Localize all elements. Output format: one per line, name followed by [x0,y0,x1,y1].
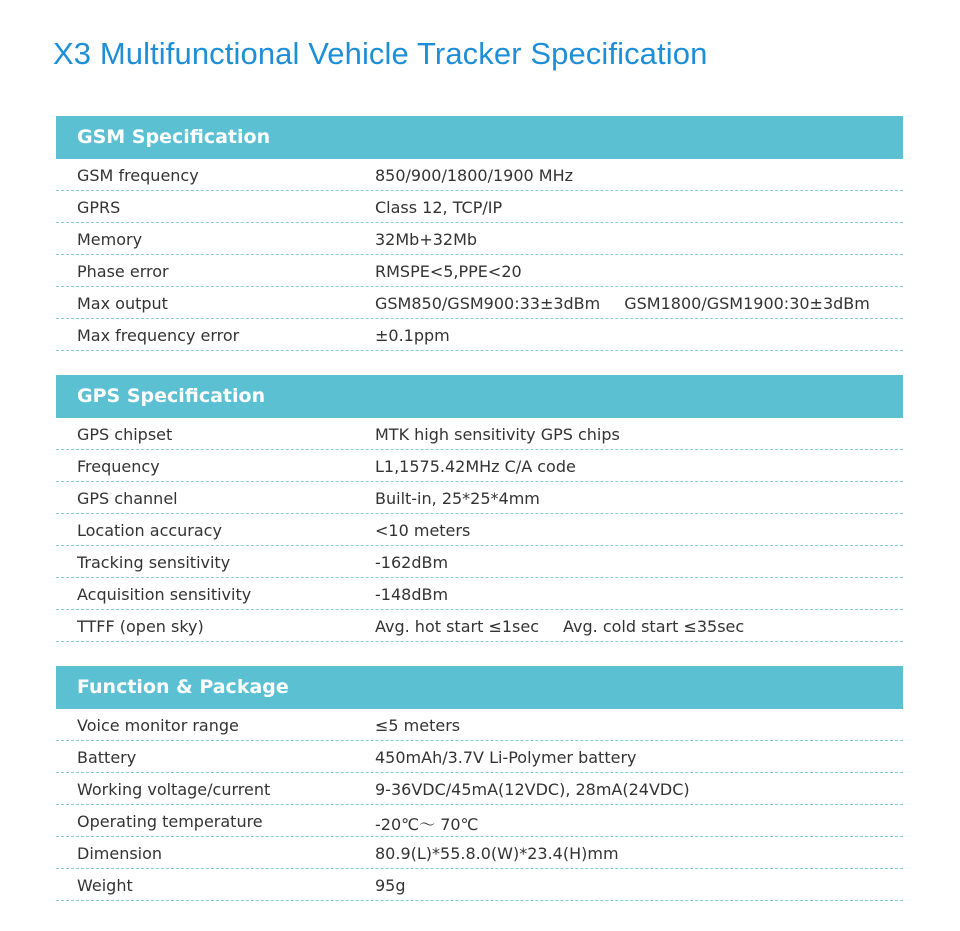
spec-value: 850/900/1800/1900 MHz [375,166,574,185]
spec-label: GPS chipset [77,425,173,444]
spec-label: GPRS [77,198,121,217]
spec-value: RMSPE<5,PPE<20 [375,262,522,281]
spec-row [56,319,903,351]
spec-row [56,773,903,805]
spec-value: 32Mb+32Mb [375,230,478,249]
spec-row [56,805,903,837]
spec-value-part: Avg. hot start ≤1sec [375,617,540,636]
spec-label: Max frequency error [77,326,240,345]
section-header: Function & Package [56,666,903,709]
function-package-section [56,666,903,901]
spec-value: ±0.1ppm [375,326,450,345]
spec-value: Class 12, TCP/IP [375,198,503,217]
spec-label: Memory [77,230,143,249]
spec-value: MTK high sensitivity GPS chips [375,425,620,444]
gsm-specification-section [56,116,903,351]
spec-row [56,418,903,450]
spec-row [56,191,903,223]
spec-label: Weight [77,876,133,895]
spec-row [56,869,903,901]
spec-row [56,514,903,546]
page-title: X3 Multifunctional Vehicle Tracker Specification [53,36,708,71]
spec-value-part: GSM850/GSM900:33±3dBm [375,294,601,313]
spec-value: 450mAh/3.7V Li-Polymer battery [375,748,637,767]
spec-row [56,159,903,191]
spec-row [56,837,903,869]
spec-value: <10 meters [375,521,471,540]
spec-label: Tracking sensitivity [77,553,231,572]
spec-value [375,617,744,636]
gps-specification-section [56,375,903,642]
spec-row [56,741,903,773]
spec-label: Location accuracy [77,521,222,540]
spec-label: GSM frequency [77,166,199,185]
spec-value-secondary: Avg. cold start ≤35sec [563,617,745,636]
spec-value: L1,1575.42MHz C/A code [375,457,576,476]
spec-value: -162dBm [375,553,449,572]
spec-label: Battery [77,748,137,767]
spec-value: Built-in, 25*25*4mm [375,489,540,508]
spec-value: -20℃～ 70℃ [375,815,479,834]
section-header: GSM Specification [56,116,903,159]
spec-value [375,294,870,313]
spec-row [56,287,903,319]
spec-label: Max output [77,294,168,313]
spec-value: ≤5 meters [375,716,461,735]
spec-row [56,223,903,255]
spec-label: Acquisition sensitivity [77,585,252,604]
spec-row [56,610,903,642]
spec-value-secondary: GSM1800/GSM1900:30±3dBm [624,294,870,313]
spec-label: GPS channel [77,489,178,508]
spec-value: 80.9(L)*55.8.0(W)*23.4(H)mm [375,844,619,863]
spec-value: 9-36VDC/45mA(12VDC), 28mA(24VDC) [375,780,690,799]
spec-label: Working voltage/current [77,780,271,799]
spec-row [56,709,903,741]
spec-label: Voice monitor range [77,716,239,735]
spec-label: Phase error [77,262,169,281]
spec-label: TTFF (open sky) [77,617,204,636]
spec-label: Dimension [77,844,163,863]
spec-row [56,450,903,482]
spec-row [56,255,903,287]
spec-row [56,482,903,514]
spec-label: Frequency [77,457,160,476]
section-header: GPS Specification [56,375,903,418]
spec-value: 95g [375,876,406,895]
spec-label: Operating temperature [77,812,263,831]
spec-value: -148dBm [375,585,449,604]
spec-row [56,546,903,578]
spec-row [56,578,903,610]
